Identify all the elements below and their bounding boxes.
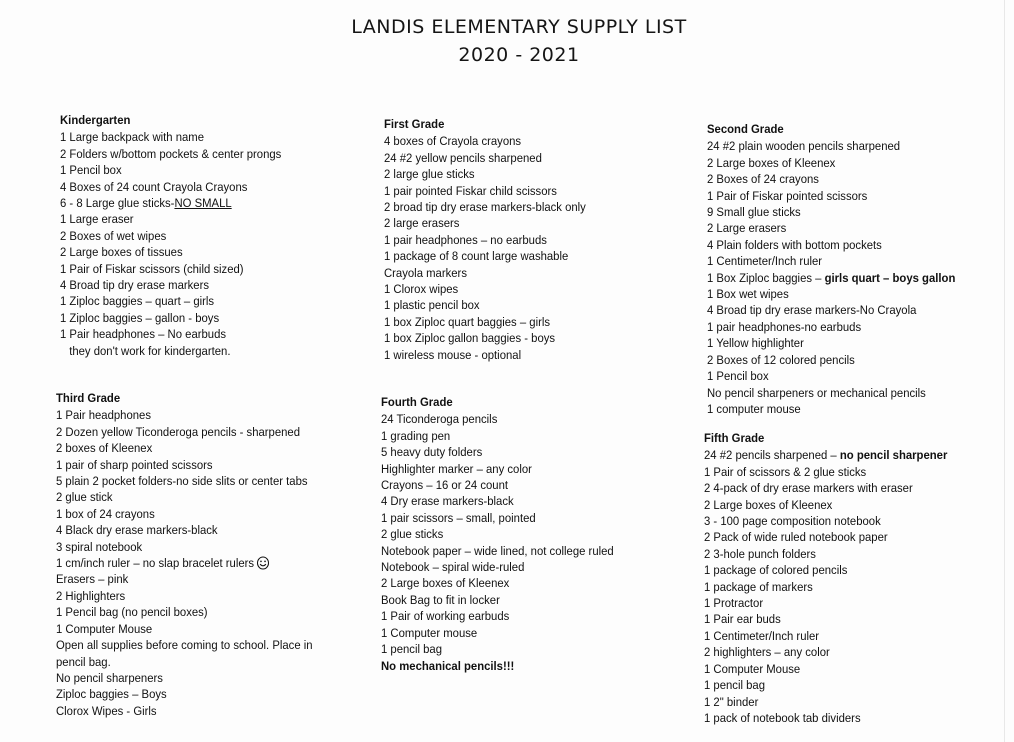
list-item: 5 plain 2 pocket folders-no side slits or center tabs	[56, 474, 308, 489]
list-item: Clorox Wipes - Girls	[56, 703, 157, 718]
list-item: 1 wireless mouse - optional	[384, 347, 522, 362]
list-item: 1 Pair of Fiskar pointed scissors	[707, 188, 868, 203]
list-item-text: 1 Box Ziploc baggies –	[707, 270, 825, 285]
list-item: 1 pencil bag	[704, 678, 766, 693]
list-item: Crayola markers	[384, 265, 467, 280]
list-item-note: they don't work for kindergarten.	[69, 343, 231, 358]
fourth-grade-section	[381, 394, 614, 674]
list-item: 1 Pair of Fiskar scissors (child sized)	[60, 261, 244, 276]
no-mechanical-pencils-note: No mechanical pencils!!!	[381, 658, 515, 673]
list-item: 2 3-hole punch folders	[704, 546, 816, 561]
list-item: 9 Small glue sticks	[707, 205, 801, 220]
kindergarten-section	[60, 112, 281, 359]
list-item: 1 computer mouse	[707, 401, 801, 416]
list-item: 2 Large erasers	[707, 221, 787, 236]
list-item: 1 pack of notebook tab dividers	[704, 710, 861, 725]
list-item: 1 box Ziploc quart baggies – girls	[384, 314, 551, 329]
list-item-glue-sticks	[60, 195, 281, 211]
school-year: 2020 - 2021	[458, 44, 580, 66]
list-item: 2 boxes of Kleenex	[56, 441, 153, 456]
list-item: 1 Yellow highlighter	[707, 336, 804, 351]
list-item: 1 pair of sharp pointed scissors	[56, 457, 213, 472]
list-item: 2 4-pack of dry erase markers with eraser	[704, 481, 913, 496]
kindergarten-heading: Kindergarten	[60, 113, 131, 127]
list-item: 1 pencil bag	[381, 642, 443, 657]
smiley-face-icon	[257, 556, 270, 570]
list-item: 2 Large boxes of tissues	[60, 245, 183, 260]
list-item: 2 Large boxes of Kleenex	[381, 576, 510, 591]
list-item: 2 Folders w/bottom pockets & center prongs	[60, 146, 282, 161]
list-item-ruler	[56, 555, 313, 571]
list-item: 2 Large boxes of Kleenex	[707, 155, 836, 170]
list-item: 2 Pack of wide ruled notebook paper	[704, 530, 888, 545]
third-grade-section	[56, 390, 313, 719]
scan-edge-line	[1004, 0, 1005, 742]
list-item: No pencil sharpeners or mechanical pencils	[707, 385, 926, 400]
list-item-text: 1 cm/inch ruler – no slap bracelet rulers	[56, 556, 255, 571]
list-item: 1 Pencil bag (no pencil boxes)	[56, 605, 208, 620]
list-item: 2 Boxes of wet wipes	[60, 228, 167, 243]
list-item-ziploc	[707, 270, 955, 286]
list-item: 2 glue stick	[56, 490, 113, 505]
list-item: 2 Large boxes of Kleenex	[704, 497, 833, 512]
page-title: LANDIS ELEMENTARY SUPPLY LIST	[351, 16, 687, 38]
list-item: 1 Pair of scissors & 2 glue sticks	[704, 464, 867, 479]
list-item: 2 Dozen yellow Ticonderoga pencils - sharpened	[56, 424, 301, 439]
list-item-text: 24 #2 pencils sharpened –	[704, 448, 840, 463]
list-item: 1 Computer mouse	[381, 625, 478, 640]
list-item: 4 Dry erase markers-black	[381, 494, 514, 509]
list-item: 1 Large backpack with name	[60, 130, 205, 145]
list-item: 24 #2 yellow pencils sharpened	[384, 150, 542, 165]
list-item: Notebook paper – wide lined, not college ruled	[381, 543, 614, 558]
list-item: 2 Highlighters	[56, 588, 126, 603]
list-item: 1 Ziploc baggies – quart – girls	[60, 294, 215, 309]
list-item: 4 Broad tip dry erase markers	[60, 278, 210, 293]
list-item: 1 Pair headphones – No earbuds	[60, 327, 227, 342]
list-item: 2 highlighters – any color	[704, 645, 830, 660]
third-grade-heading: Third Grade	[56, 391, 121, 405]
list-item: 1 Pair of working earbuds	[381, 609, 510, 624]
list-item: 1 box of 24 crayons	[56, 506, 155, 521]
list-item: 1 2" binder	[704, 694, 759, 709]
list-item: 1 Computer Mouse	[704, 661, 801, 676]
list-item: Open all supplies before coming to school. Place in	[56, 638, 313, 653]
fifth-grade-heading: Fifth Grade	[704, 431, 765, 445]
list-item: 4 Plain folders with bottom pockets	[707, 237, 882, 252]
list-item: 24 Ticonderoga pencils	[381, 412, 498, 427]
list-item: 1 box Ziploc gallon baggies - boys	[384, 331, 556, 346]
list-item: 2 broad tip dry erase markers-black only	[384, 200, 586, 215]
list-item: 4 Boxes of 24 count Crayola Crayons	[60, 179, 248, 194]
list-item: No pencil sharpeners	[56, 670, 163, 685]
list-item: 2 large erasers	[384, 216, 460, 231]
list-item: 1 Pencil box	[60, 163, 122, 178]
list-item: 4 Black dry erase markers-black	[56, 523, 218, 538]
list-item: 4 boxes of Crayola crayons	[384, 134, 522, 149]
list-item: 1 pair pointed Fiskar child scissors	[384, 183, 557, 198]
fifth-grade-section	[704, 430, 947, 726]
first-grade-heading: First Grade	[384, 117, 445, 131]
list-item: 1 package of markers	[704, 579, 813, 594]
list-item: 1 Clorox wipes	[384, 282, 459, 297]
list-item: Highlighter marker – any color	[381, 461, 532, 476]
list-item: 1 Computer Mouse	[56, 621, 153, 636]
list-item: 1 package of colored pencils	[704, 563, 848, 578]
list-item: 1 Centimeter/Inch ruler	[704, 628, 820, 643]
list-item: 1 Large eraser	[60, 212, 134, 227]
list-item: 4 Broad tip dry erase markers-No Crayola	[707, 303, 917, 318]
list-item: 2 glue sticks	[381, 527, 444, 542]
list-item: 5 heavy duty folders	[381, 445, 483, 460]
list-item: 1 Pencil box	[707, 369, 769, 384]
list-item: 1 pair headphones – no earbuds	[384, 232, 547, 247]
list-item: 1 Pair headphones	[56, 408, 151, 423]
list-item: 3 spiral notebook	[56, 539, 143, 554]
list-item: 1 plastic pencil box	[384, 298, 480, 313]
fourth-grade-heading: Fourth Grade	[381, 395, 453, 409]
second-grade-section	[707, 121, 955, 417]
list-item: Crayons – 16 or 24 count	[381, 478, 509, 493]
list-item: Notebook – spiral wide-ruled	[381, 560, 525, 575]
list-item: 1 Pair ear buds	[704, 612, 781, 627]
list-item: 24 #2 plain wooden pencils sharpened	[707, 139, 901, 154]
list-item-text: 6 - 8 Large glue sticks-	[60, 196, 175, 211]
list-item: 2 Boxes of 24 crayons	[707, 172, 819, 187]
list-item: 2 Boxes of 12 colored pencils	[707, 352, 855, 367]
list-item: 1 Box wet wipes	[707, 287, 789, 302]
list-item: 1 pair scissors – small, pointed	[381, 510, 536, 525]
list-item: pencil bag.	[56, 654, 111, 669]
list-item: 2 large glue sticks	[384, 167, 475, 182]
first-grade-section	[384, 116, 586, 363]
no-pencil-sharpener-note: no pencil sharpener	[839, 448, 948, 463]
list-item: Ziploc baggies – Boys	[56, 687, 167, 702]
list-item: 1 Centimeter/Inch ruler	[707, 254, 823, 269]
list-item: Erasers – pink	[56, 572, 129, 587]
list-item: 1 package of 8 count large washable	[384, 249, 569, 264]
list-item: Book Bag to fit in locker	[381, 592, 500, 607]
list-item-pencils	[704, 447, 947, 463]
no-small-note: NO SMALL	[174, 196, 232, 211]
ziploc-note: girls quart – boys gallon	[824, 270, 956, 285]
list-item: 1 Ziploc baggies – gallon - boys	[60, 310, 220, 325]
list-item: 1 pair headphones-no earbuds	[707, 319, 862, 334]
list-item: 3 - 100 page composition notebook	[704, 514, 881, 529]
list-item: 1 Protractor	[704, 596, 764, 611]
second-grade-heading: Second Grade	[707, 122, 784, 136]
list-item: 1 grading pen	[381, 428, 451, 443]
